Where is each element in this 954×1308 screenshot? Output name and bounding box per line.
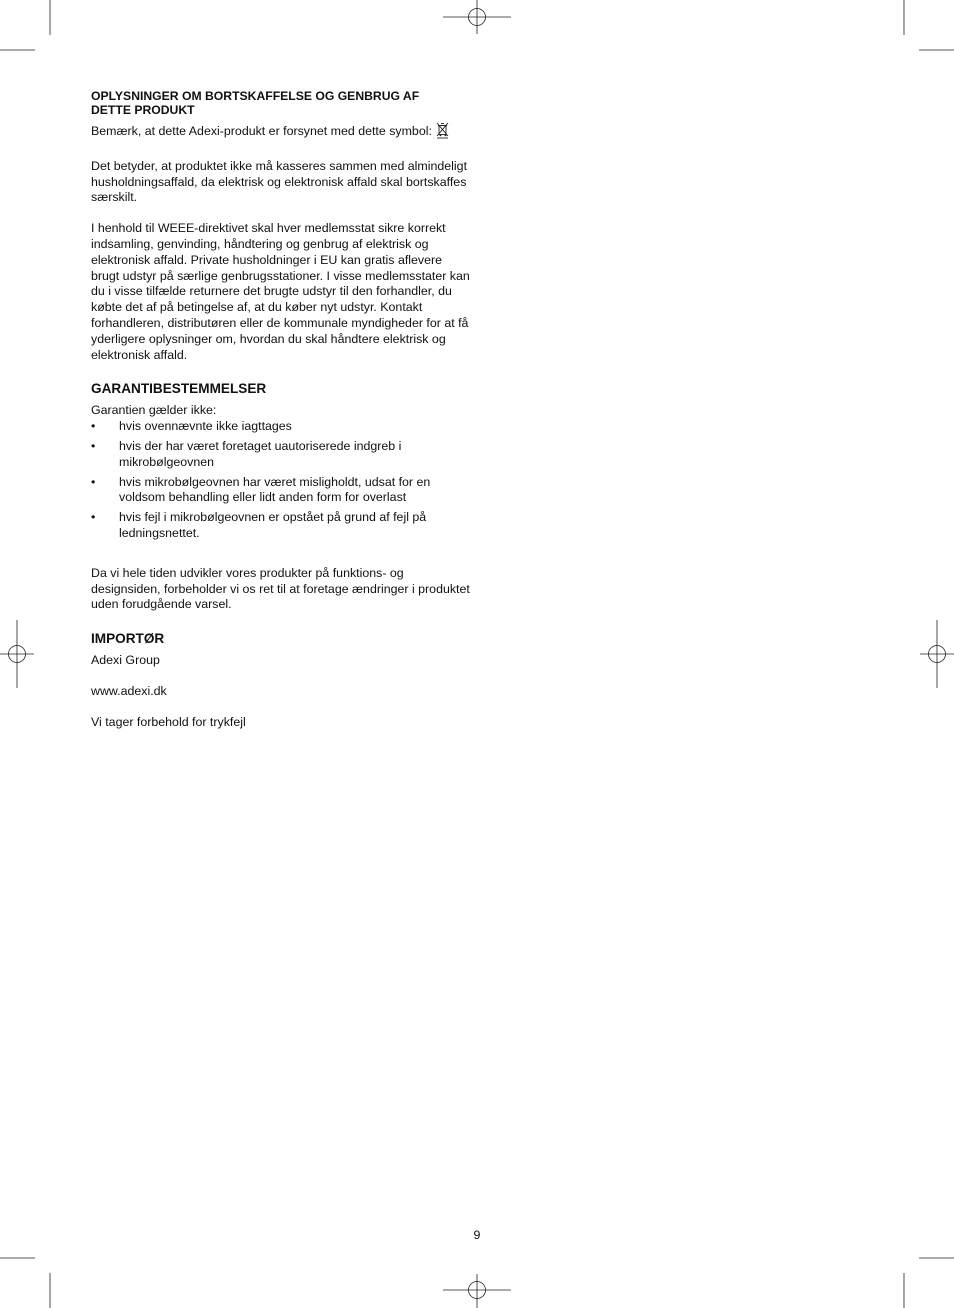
bullet: • [91,419,96,434]
disposal-heading-line1: OPLYSNINGER OM BORTSKAFFELSE OG GENBRUG AF [91,89,420,103]
importer-website[interactable]: www.adexi.dk [91,683,167,698]
list-item-text: hvis mikrobølgeovnen har været misligholdt, udsat for en voldsom behandling eller lidt anden form for overlast [119,474,431,505]
disposal-paragraph-1: Det betyder, at produktet ikke må kasseres sammen med almindeligt husholdningsaffald, da elektrisk og elektronisk affald skal bortskaffes særskilt. [91,158,468,205]
warranty-section [91,381,471,613]
symbol-note: Bemærk, at dette Adexi-produkt er forsynet med dette symbol: [91,124,432,138]
registration-mark-left [0,620,34,688]
page-number: 9 [473,1228,481,1242]
warranty-intro: Garantien gælder ikke: [91,403,217,418]
bullet: • [91,510,96,525]
weee-bin-icon [436,122,449,144]
list-item [91,510,471,542]
importer-section [91,631,471,730]
list-item [91,419,471,435]
importer-heading: IMPORTØR [91,631,165,647]
disposal-heading-line2: DETTE PRODUKT [91,103,195,117]
warranty-closing: Da vi hele tiden udvikler vores produkter på funktions- og designsiden, forbeholder vi os ret til at foretage ændringer i produktet uden forudgående varsel. [91,565,470,612]
warranty-list [91,419,471,542]
registration-mark-right [920,620,954,688]
list-item [91,475,471,507]
registration-mark-top [443,0,511,34]
disposal-heading [91,89,471,117]
symbol-note-line [91,122,471,144]
document-body [91,89,471,731]
list-item-text: hvis fejl i mikrobølgeovnen er opstået på grund af fejl på ledningsnettet. [119,510,427,540]
bullet: • [91,474,96,489]
list-item-text: hvis der har været foretaget uautoriserede indgreb i mikrobølgeovnen [119,438,402,469]
importer-company: Adexi Group [91,653,160,668]
warranty-heading: GARANTIBESTEMMELSER [91,381,267,397]
list-item-text: hvis ovennævnte ikke iagttages [119,419,292,434]
registration-mark-bottom [443,1274,511,1308]
disposal-section [91,89,471,363]
print-disclaimer: Vi tager forbehold for trykfejl [91,714,246,729]
list-item [91,439,471,471]
bullet: • [91,438,96,453]
disposal-paragraph-2: I henhold til WEEE-direktivet skal hver medlemsstat sikre korrekt indsamling, genvinding, håndtering og genbrug af elektrisk og elektronisk affald. Private husholdninger i EU kan gratis aflevere brugt udstyr på særlige genbrugsstationer. I visse medlemsstater kan du i visse tilfælde returnere det brugte udstyr til den forhandler, du købte det af på betingelse af, at du køber nyt udstyr. Kontakt forhandleren, distributøren eller de kommunale myndigheder for at få yderligere oplysninger om, hvordan du skal håndtere elektrisk og elektronisk affald. [91,221,470,362]
